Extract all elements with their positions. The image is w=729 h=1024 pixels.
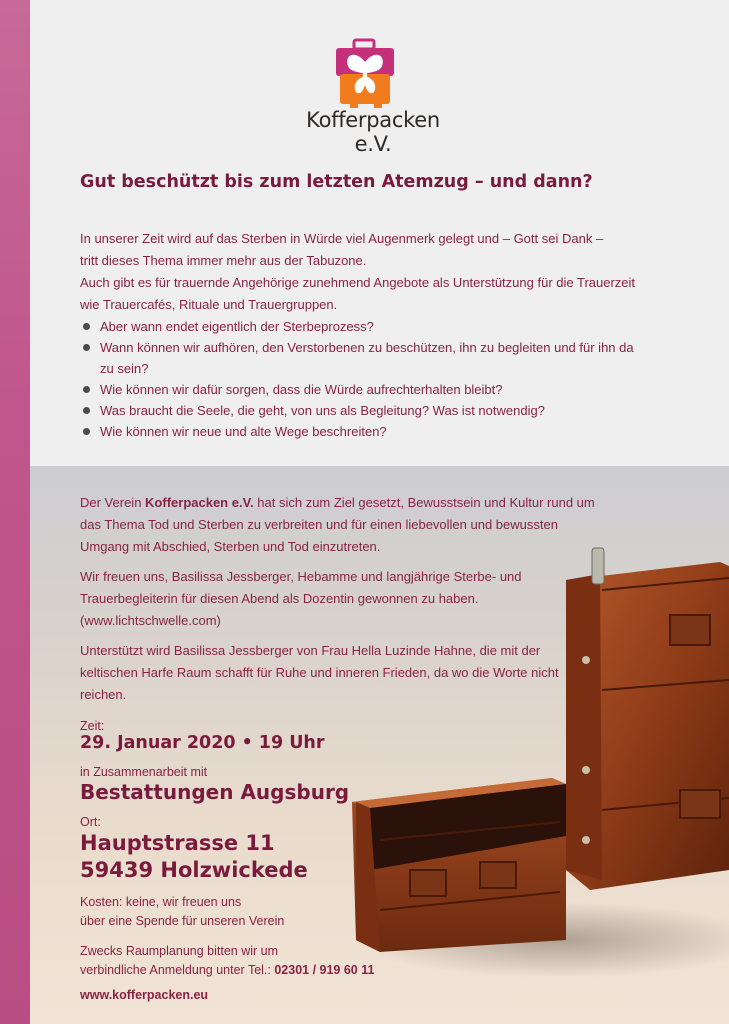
vintage-suitcase-image <box>340 540 729 980</box>
event-time: 19 Uhr <box>258 733 325 753</box>
logo-wordmark: Kofferpacken e.V. <box>306 108 440 156</box>
text-span: Wir freuen uns, Basilissa Jessberger, Hebamme und langjährige Sterbe- und Trauerbegleiterin für diesen Abend als Dozentin gewonnen zu haben. <box>80 569 522 606</box>
registration-info <box>80 942 374 980</box>
partner-name: Bestattungen Augsburg <box>80 780 350 804</box>
text-span: verbindliche Anmeldung unter Tel.: <box>80 963 275 977</box>
logo <box>288 38 458 156</box>
cooperation-label: in Zusammenarbeit mit <box>80 765 208 779</box>
text-span: Der Verein <box>80 495 146 510</box>
address-city: 59439 Holzwickede <box>80 858 308 882</box>
intro-paragraph <box>80 228 680 316</box>
phone-number[interactable]: 02301 / 919 60 11 <box>274 963 375 977</box>
register-line: Zwecks Raumplanung bitten wir um <box>80 944 278 958</box>
cost-info <box>80 893 284 931</box>
event-datetime <box>80 733 325 753</box>
harp-paragraph: Unterstützt wird Basilissa Jessberger von Frau Hella Luzinde Hahne, die mit der keltischen Harfe Raum schafft für Ruhe und inneren Frieden, da wo die Worte nicht reichen. <box>80 643 559 702</box>
suitcase-butterfly-logo-icon <box>330 38 402 110</box>
intro-line: Auch gibt es für trauernde Angehörige zunehmend Angebote als Unterstützung für die Trauerzeit <box>80 275 636 290</box>
cost-line: über eine Spende für unseren Verein <box>80 914 285 928</box>
event-date: 29. Januar 2020 <box>80 733 236 753</box>
address-street: Hauptstrasse 11 <box>80 831 275 855</box>
list-item: Wie können wir dafür sorgen, dass die Würde aufrechterhalten bleibt? <box>80 379 640 400</box>
association-name: Kofferpacken e.V. <box>145 495 254 510</box>
website-link[interactable]: www.kofferpacken.eu <box>80 988 209 1002</box>
speaker-website: (www.lichtschwelle.com) <box>80 613 221 628</box>
text-span: hat sich zum Ziel gesetzt, Bewusstsein und Kultur rund um das Thema Tod und Sterben zu verbreiten und für einen liebevollen und bewussten Umgang mit Abschied, Sterben und Tod einzutreten. <box>80 495 595 554</box>
intro-line: tritt dieses Thema immer mehr aus der Tabuzone. <box>80 253 367 268</box>
intro-line: In unserer Zeit wird auf das Sterben in Würde viel Augenmerk gelegt und – Gott sei Dank – <box>80 231 604 246</box>
list-item: Was braucht die Seele, die geht, von uns als Begleitung? Was ist notwendig? <box>80 400 640 421</box>
list-item: Wann können wir aufhören, den Verstorbenen zu beschützen, ihn zu begleiten und für ihn da zu sein? <box>80 337 640 379</box>
intro-line: wie Trauercafés, Rituale und Trauergruppen. <box>80 297 338 312</box>
separator-dot: • <box>241 733 253 753</box>
location-label: Ort: <box>80 815 101 829</box>
list-item: Wie können wir neue und alte Wege beschreiten? <box>80 421 640 442</box>
list-item: Aber wann endet eigentlich der Sterbeprozess? <box>80 316 640 337</box>
register-line <box>80 961 374 980</box>
page-title: Gut beschützt bis zum letzten Atemzug – und dann? <box>80 172 593 192</box>
cost-line: Kosten: keine, wir freuen uns <box>80 895 242 909</box>
time-label: Zeit: <box>80 719 105 733</box>
left-color-bar <box>0 0 30 1024</box>
question-list <box>80 316 640 442</box>
